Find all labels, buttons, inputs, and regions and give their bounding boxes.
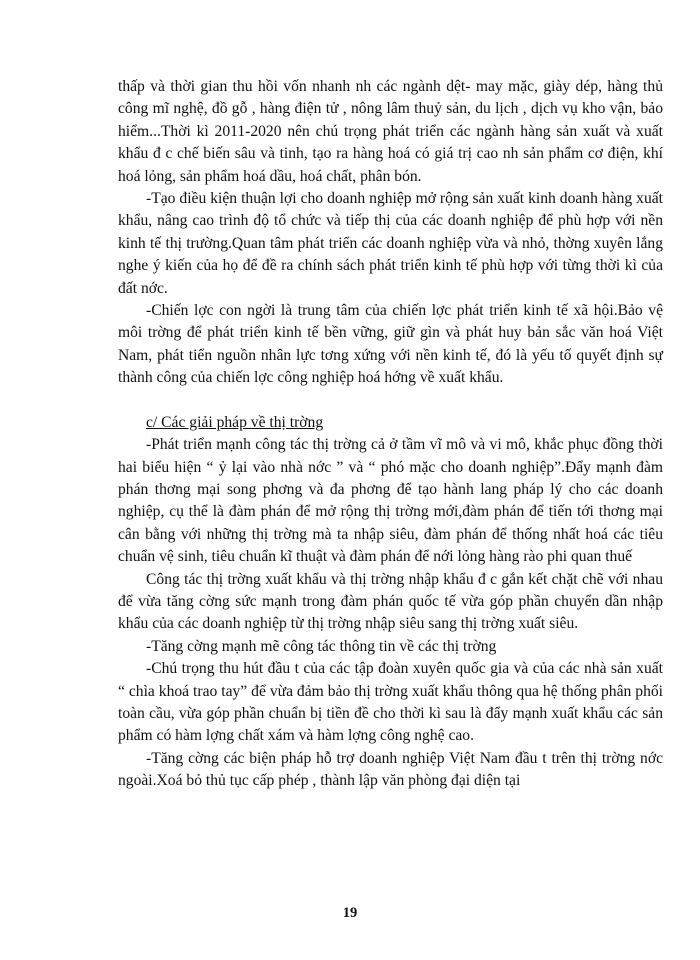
paragraph: -Chú trọng thu hút đầu t của các tập đoàn xuyên quốc gia và của các nhà sản xuất “ chìa khoá trao tay” để vừa đảm bảo thị trờng xuất khẩu thông qua hệ thống phân phối toàn cầu, vừa góp phần chuẩn bị tiền đề cho thời kì sau là đẩy mạnh xuất khẩu các sản phẩm có hàm lợng chất xám và hàm lợng công nghệ cao. bbox=[118, 660, 663, 745]
paragraph: -Tạo điều kiện thuận lợi cho doanh nghiệp mở rộng sản xuất kinh doanh hàng xuất khẩu, nâng cao trình độ tổ chức và tiếp thị của các doanh nghiệp để phù hợp với nền kinh tế thị trường.Quan tâm phát triển các doanh nghiệp vừa và nhỏ, thờng xuyên lắng nghe ý kiến của họ để đề ra chính sách phát triển kinh tế phù hợp với từng thời kì của đất nớc. bbox=[118, 190, 663, 297]
paragraph: -Tăng cờng các biện pháp hỗ trợ doanh nghiệp Việt Nam đầu t trên thị trờng nớc ngoài.Xoá bỏ thủ tục cấp phép , thành lập văn phòng đại diện tại bbox=[118, 749, 663, 790]
paragraph: thấp và thời gian thu hồi vốn nhanh nh các ngành dệt- may mặc, giày dép, hàng thủ công mĩ nghệ, đồ gỗ , hàng điện tử , nông lâm thuỷ sản, du lịch , dịch vụ kho vận, bảo hiểm...Thời kì 2011-2020 nên chú trọng phát triển các ngành hàng sản xuất và xuất khẩu đ c chế biến sâu và tinh, tạo ra hàng hoá có giá trị cao nh sản phẩm cơ điện, khí hoá lỏng, sản phẩm hoá dầu, hoá chất, phân bón. bbox=[118, 78, 663, 185]
paragraph: -Chiến lợc con ngời là trung tâm của chiến lợc phát triển kinh tế xã hội.Bảo vệ môi trờng để phát triển kinh tế bền vững, giữ gìn và phát huy bản sắc văn hoá Việt Nam, phát tiển nguồn nhân lực tơng xứng với nền kinh tế, đó là yếu tố quyết định sự thành công của chiến lợc công nghiệp hoá hớng về xuất khẩu. bbox=[118, 302, 663, 387]
section-heading: c/ Các giải pháp về thị trờng bbox=[146, 413, 324, 431]
paragraph: -Phát triển mạnh công tác thị trờng cả ở tầm vĩ mô và vi mô, khắc phục đồng thời hai biểu hiện “ ỷ lại vào nhà nớc ” và “ phó mặc cho doanh nghiệp”.Đẩy mạnh đàm phán thơng mại song phơng và đa phơng để tạo hành lang pháp lý cho các doanh nghiệp, cụ thể là đàm phán để mở rộng thị trờng mới,đàm phán để tiến tới thơng mại cân bằng với những thị trờng mà ta nhập siêu, đàm phán để thống nhất hoá các tiêu chuẩn vệ sinh, tiêu chuẩn kĩ thuật và đàm phán để nới lỏng hàng rào phi quan thuế bbox=[118, 436, 663, 566]
paragraph: -Tăng cờng mạnh mẽ công tác thông tin về các thị trờng bbox=[146, 637, 497, 655]
paragraph: Công tác thị trờng xuất khẩu và thị trờng nhập khẩu đ c gắn kết chặt chẽ với nhau để vừa tăng cờng sức mạnh trong đàm phán quốc tế vừa góp phần chuyển dần nhập khẩu của các doanh nghiệp từ thị trờng nhập siêu sang thị trờng xuất siêu. bbox=[118, 570, 663, 633]
page-number: 19 bbox=[342, 905, 358, 921]
body-text bbox=[118, 76, 663, 793]
paragraph-gap bbox=[118, 390, 663, 412]
